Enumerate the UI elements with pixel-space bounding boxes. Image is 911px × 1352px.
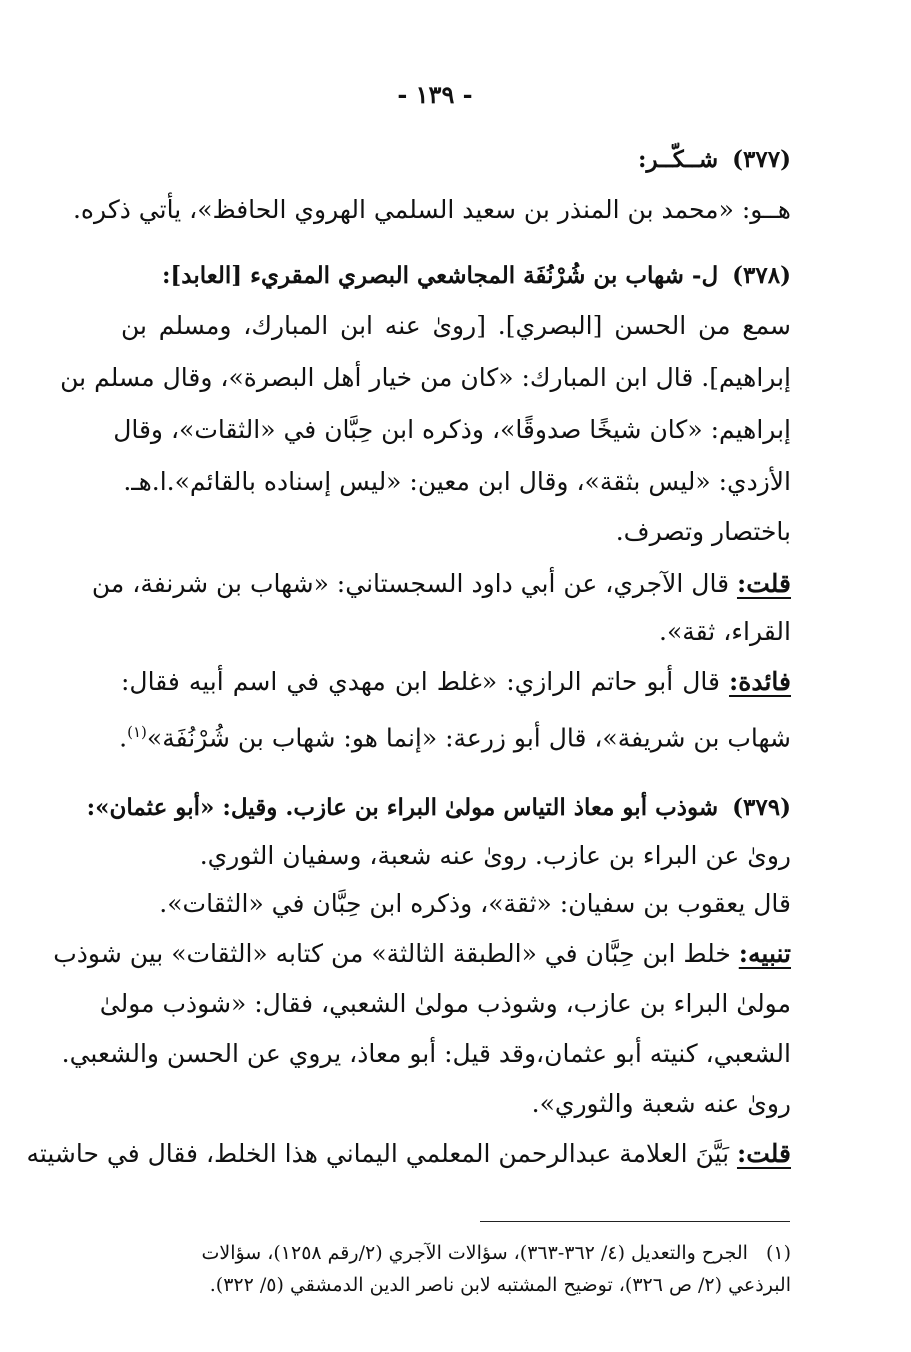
qult-label: قلت:	[736, 569, 791, 598]
entry-title: ل- شهاب بن شُرْنُفَة المجاشعي البصري المقريء [العابد]:	[161, 262, 719, 289]
entry-number: (٣٧٧)	[732, 146, 791, 173]
faida-line-2	[121, 712, 791, 758]
qult-text: بَيَّنَ العلامة عبدالرحمن المعلمي اليماني هذا الخلط، فقال في حاشيته	[26, 1139, 730, 1168]
body-line: سمع من الحسن [البصري]. [روىٰ عنه ابن المبارك، ومسلم بن	[121, 311, 791, 340]
faida-text: قال أبو حاتم الرازي: «غلط ابن مهدي في اسم أبيه فقال:	[121, 667, 720, 696]
footnote-separator	[480, 1221, 790, 1222]
faida-label: فائدة:	[729, 667, 791, 696]
body-line: مولىٰ البراء بن عازب، وشوذب مولىٰ الشعبي، فقال: «شوذب مولىٰ	[99, 989, 791, 1018]
qult-line	[91, 564, 791, 604]
entry-title: شوذب أبو معاذ التياس مولىٰ البراء بن عازب. وقيل: «أبو عثمان»:	[86, 794, 719, 821]
entry-title: شــكّــر:	[638, 146, 719, 173]
tanbih-line	[53, 934, 791, 974]
page-number: - ١٣٩ -	[397, 80, 473, 109]
tanbih-text: خلط ابن حِبَّان في «الطبقة الثالثة» من كتابه «الثقات» بين شوذب	[53, 939, 731, 968]
body-line: الشعبي، كنيته أبو عثمان،وقد قيل: أبو معاذ، يروي عن الحسن والشعبي.	[61, 1039, 791, 1068]
footnote-reference: (١)	[127, 723, 147, 741]
body-line: القراء، ثقة».	[659, 617, 791, 646]
footnote-number: (١)	[765, 1242, 791, 1264]
entry-number: (٣٧٨)	[732, 262, 791, 289]
body-line: باختصار وتصرف.	[615, 517, 791, 546]
qult-text: قال الآجري، عن أبي داود السجستاني: «شهاب بن شرنفة، من	[91, 569, 730, 598]
qult-label: قلت:	[736, 1139, 791, 1168]
entry-377-text: هــو: «محمد بن المنذر بن سعيد السلمي الهروي الحافظ»، يأتي ذكره.	[72, 195, 791, 224]
body-line: إبراهيم: «كان شيخًا صدوقًا»، وذكره ابن حِبَّان في «الثقات»، وقال	[113, 415, 791, 444]
faida-text: شهاب بن شريفة»، قال أبو زرعة: «إنما هو: شهاب بن شُرْنُفَة»	[146, 723, 791, 753]
qult-line	[26, 1134, 791, 1174]
body-line: قال يعقوب بن سفيان: «ثقة»، وذكره ابن حِبَّان في «الثقات».	[159, 889, 791, 918]
footnote-line: البرذعي (٢/ ص ٣٢٦)، توضيح المشتبه لابن ناصر الدين الدمشقي (٥/ ٣٢٢).	[209, 1274, 791, 1296]
entry-379-heading	[87, 788, 791, 828]
footnote-text: الجرح والتعديل (٤/ ٣٦٢-٣٦٣)، سؤالات الآجري (٢/رقم ١٢٥٨)، سؤالات	[201, 1242, 748, 1264]
entry-377-heading	[638, 140, 791, 180]
body-line: روىٰ عنه شعبة والثوري».	[531, 1089, 791, 1118]
faida-line	[121, 662, 791, 702]
entry-number: (٣٧٩)	[732, 794, 791, 821]
body-line: إبراهيم]. قال ابن المبارك: «كان من خيار أهل البصرة»، وقال مسلم بن	[60, 363, 791, 392]
body-line: روىٰ عن البراء بن عازب. روىٰ عنه شعبة، وسفيان الثوري.	[199, 841, 791, 870]
punctuation: .	[119, 723, 128, 753]
footnote-line	[121, 1238, 791, 1268]
body-line: الأزدي: «ليس بثقة»، وقال ابن معين: «ليس إسناده بالقائم».ا.هـ.	[123, 467, 791, 496]
entry-378-heading	[162, 256, 791, 296]
tanbih-label: تنبيه:	[738, 939, 791, 968]
